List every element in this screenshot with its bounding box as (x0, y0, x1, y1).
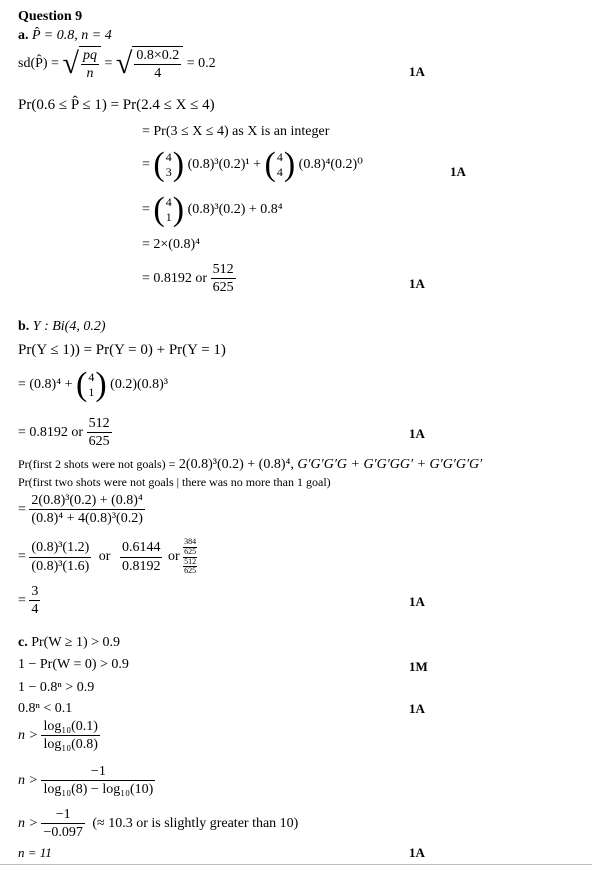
frac-512-625-b: $\frac{512}{625}$ (88, 416, 110, 450)
step2-eq: = (142, 157, 150, 172)
first2-label: Pr(first 2 shots were not goals) = (18, 457, 176, 471)
mark-a1: 1A (409, 64, 425, 79)
step5: = 0.8192 or (142, 270, 208, 286)
part-b-pr-line: Pr(Y ≤ 1)) = Pr(Y = 0) + Pr(Y = 1) (18, 342, 226, 358)
part-b-eq1-line: = (0.8)⁴ + ( 4 1 ) (0.2)(0.8)³ (18, 366, 169, 403)
part-c-label: c. (18, 635, 28, 650)
c-line1-text: Pr(W ≥ 1) > 0.9 (31, 635, 121, 650)
step3-eq: = (142, 202, 150, 217)
step2-term1: (0.8)³(0.2)¹ + (187, 157, 262, 172)
mark-b1: 1A (409, 426, 425, 441)
or-1: or (98, 549, 111, 565)
log-frac: $\frac{\text{log₁₀(0.1)}}{\text{log₁₀(0.8)}}$ (43, 719, 98, 753)
step1-note: as X is an integer (232, 124, 330, 139)
part-b-dist: Y : Bi(4, 0.2) (32, 319, 106, 334)
cond-frac: $\frac{\text{2(0.8)³(0.2) + (0.8)⁴}}{\text{(0.8)⁴ + 4(0.8)³(0.2)}}$ (31, 493, 143, 527)
part-a-given-line (18, 29, 112, 43)
n-gt-2: n > (18, 772, 38, 788)
step5-line (142, 262, 236, 296)
sd-lhs: sd(P̂) = (18, 55, 63, 71)
n-gt-3: n > (18, 815, 38, 831)
part-a-label: a. (18, 28, 29, 43)
final-b-line: = $\frac{3}{4}$ (18, 584, 39, 618)
sd-inner-den: 4 (154, 66, 162, 82)
sd-line: sd(P̂) = √ $\frac{pq}{n}$ = √ $\frac{0.8\times 0.2}{4}$ = 0.2 (18, 46, 216, 82)
mark-a2: 1A (450, 164, 466, 179)
step3-rest: (0.8)³(0.2) + 0.8⁴ (187, 202, 283, 217)
simp-frac: $\frac{\text{(0.8)³(1.2)}}{\text{(0.8)³(1.6)}}$ (31, 540, 90, 574)
step3-line: = ( 4 1 ) (0.8)³(0.2) + 0.8⁴ (142, 191, 283, 228)
sd-den: n (86, 66, 94, 82)
sd-num: pq (81, 48, 99, 65)
step2-term2: (0.8)⁴(0.2)⁰ (298, 157, 363, 172)
step1: = Pr(3 ≤ X ≤ 4) (142, 124, 229, 139)
sqrt-pq-over-n: √ $\frac{pq}{n}$ (62, 46, 100, 82)
c-m2-line (18, 807, 298, 841)
binom-4-1-b: 4 1 (88, 370, 95, 399)
part-a-given: P̂ = 0.8, n = 4 (32, 28, 112, 43)
first2-expr: 2(0.8)³(0.2) + (0.8)⁴, (178, 457, 294, 472)
mark-c1: 1M (409, 659, 428, 674)
mark-b2: 1A (409, 594, 425, 609)
first2-line (18, 458, 482, 472)
simp-line: = $\frac{\text{(0.8)³(1.2)}}{\text{(0.8)³(1.6)}}$ or $\frac{0.6144}{0.8192}$ or $\frac{\frac{384}{625}}{\frac{512}{625}}$ (18, 537, 197, 576)
eq2: = 0.8192 or (18, 424, 84, 440)
c-line2: 1 − Pr(W = 0) > 0.9 (18, 657, 129, 672)
mark-a3: 1A (409, 276, 425, 291)
m2-frac: $\frac{-1}{-0.097}$ (43, 807, 83, 841)
binom-4-4: 4 4 (276, 150, 283, 179)
binom-4-3: 4 3 (165, 150, 172, 179)
binom-4-1: 4 1 (165, 195, 172, 224)
dec-frac: $\frac{0.6144}{0.8192}$ (121, 540, 161, 574)
frac-3-4: $\frac{3}{4}$ (31, 584, 39, 618)
mark-c3: 1A (409, 845, 425, 860)
step2-line: = ( 4 3 ) (0.8)³(0.2)¹ + ( 4 4 ) (0.8)⁴(0.2)⁰ (142, 146, 363, 183)
mark-c2: 1A (409, 701, 425, 716)
prob-range-line: Pr(0.6 ≤ P̂ ≤ 1) = Pr(2.4 ≤ X ≤ 4) (18, 97, 215, 113)
n-gt-1: n > (18, 727, 38, 743)
first2-seq: G′G′G′G + G′G′GG′ + G′G′G′G′ (297, 457, 483, 472)
c-log-line (18, 719, 100, 753)
c-line1 (18, 636, 120, 650)
question-heading: Question 9 (18, 9, 83, 24)
nested-frac: $\frac{\frac{384}{625}}{\frac{512}{625}}$ (184, 537, 197, 576)
part-b-label: b. (18, 319, 30, 334)
c-note: (≈ 10.3 or is slightly greater than 10) (92, 815, 299, 831)
bottom-divider (0, 864, 592, 865)
c-line3: 1 − 0.8ⁿ > 0.9 (18, 680, 95, 695)
cond-line: Pr(first two shots were not goals | there was no more than 1 goal) (18, 475, 331, 489)
c-m1-line (18, 764, 155, 798)
part-b-eq2-line (18, 416, 112, 450)
cond-frac-line: = $\frac{\text{2(0.8)³(0.2) + (0.8)⁴}}{\text{(0.8)⁴ + 4(0.8)³(0.2)}}$ (18, 493, 143, 527)
sd-result: = 0.2 (186, 55, 216, 71)
part-b-dist-line (18, 320, 106, 334)
or-2: or (167, 549, 180, 565)
frac-512-625-a: $\frac{512}{625}$ (212, 262, 234, 296)
c-line4: 0.8ⁿ < 0.1 (18, 701, 73, 716)
step4: = 2×(0.8)⁴ (142, 237, 200, 252)
step1-line (142, 125, 329, 139)
c-final: n = 11 (18, 845, 52, 860)
sd-inner-num: 0.8×0.2 (134, 48, 181, 65)
eq1-end: (0.2)(0.8)³ (110, 377, 169, 392)
sqrt-numeric: √ $\frac{0.8\times 0.2}{4}$ (116, 46, 183, 82)
m1-frac: $\frac{-1}{\text{log₁₀(8) − log₁₀(10)}}$ (43, 764, 154, 798)
eq1-start: = (0.8)⁴ + (18, 377, 73, 392)
